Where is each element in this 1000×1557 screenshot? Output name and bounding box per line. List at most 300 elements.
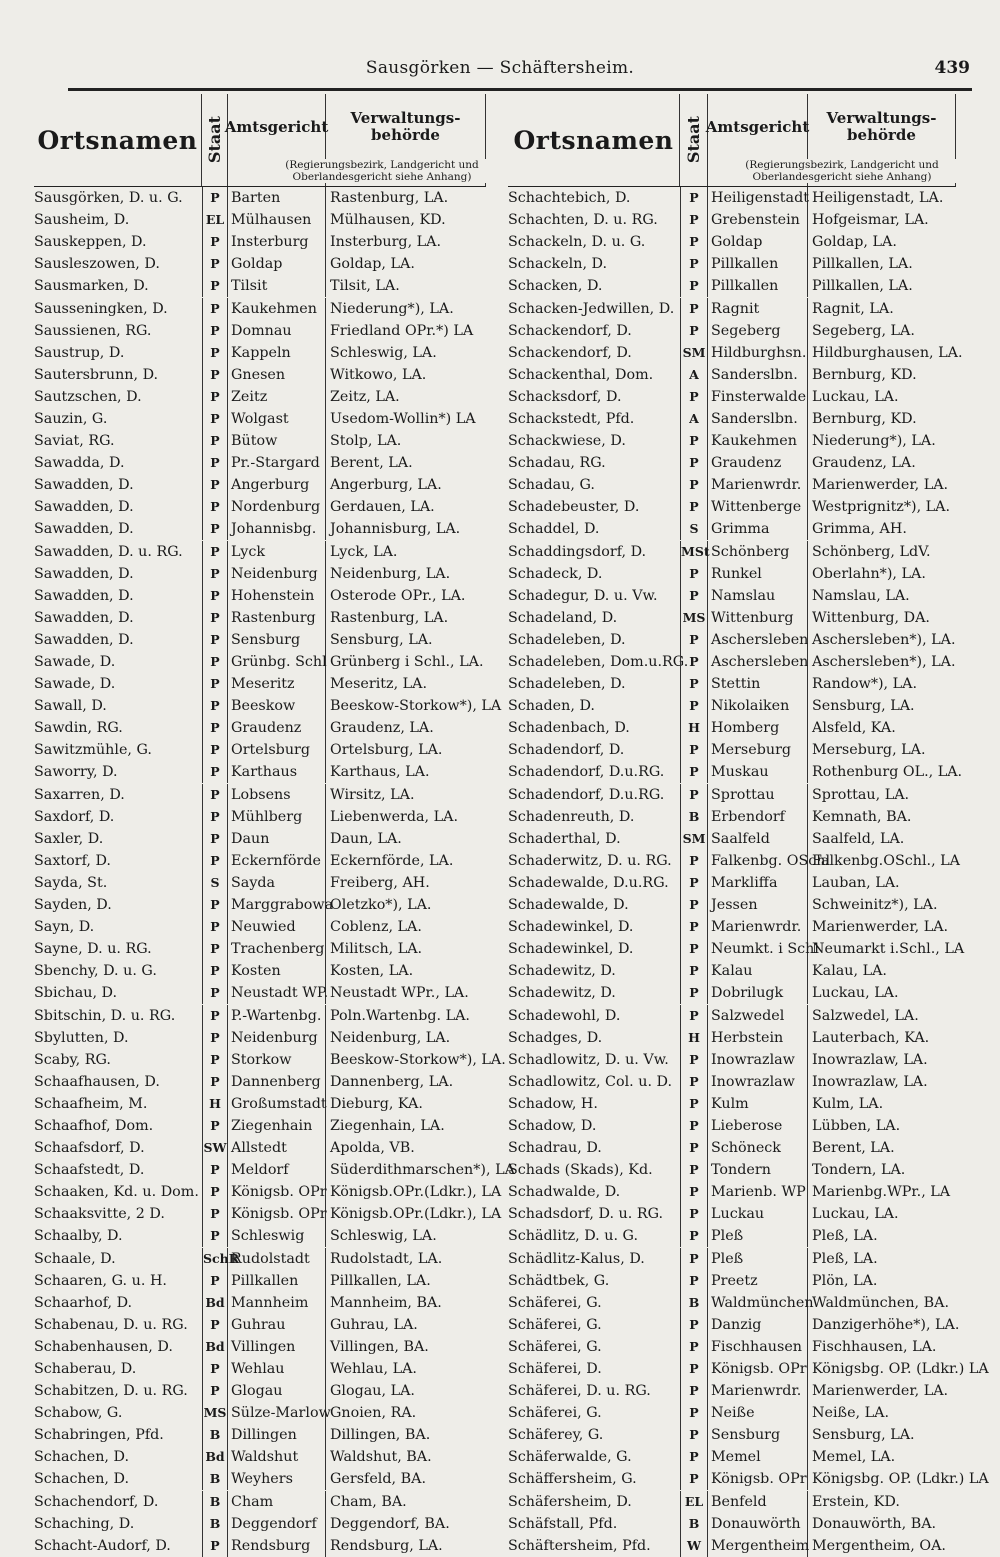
verwaltung-cell: Sensburg, LA. [812, 698, 915, 715]
staat-cell: P [202, 850, 228, 872]
verwaltung-cell: Dillingen, BA. [330, 1427, 431, 1444]
verwaltung-cell: Namslau, LA. [812, 587, 910, 604]
ortsname-cell: Schackendorf, D. [508, 344, 632, 361]
ortsname-cell: Schadeck, D. [508, 565, 603, 582]
verwaltung-cell: Niederung*), LA. [330, 300, 454, 317]
amtsgericht-cell: Finsterwalde [708, 386, 808, 408]
amtsgericht-cell: Marienwrdr. [708, 1380, 808, 1402]
ortsname-cell: Sauzin, G. [34, 410, 108, 427]
header-ortsnamen: Ortsnamen [508, 94, 680, 186]
table-row [34, 209, 486, 231]
amtsgericht-cell: Lieberose [708, 1115, 808, 1137]
table-row [34, 1027, 486, 1049]
verwaltung-cell: Pleß, LA. [812, 1250, 878, 1267]
table-row [508, 607, 956, 629]
table-row [34, 1270, 486, 1292]
amtsgericht-cell: Mühlberg [228, 806, 326, 828]
table-row [508, 1292, 956, 1314]
table-row [508, 1225, 956, 1247]
verwaltung-cell: Goldap, LA. [330, 256, 415, 273]
verwaltung-cell: Gersfeld, BA. [330, 1471, 426, 1488]
ortsname-cell: Sausleszowen, D. [34, 256, 160, 273]
staat-cell: P [202, 607, 228, 629]
ortsname-cell: Sausmarken, D. [34, 278, 149, 295]
amtsgericht-cell: Barten [228, 187, 326, 209]
amtsgericht-cell: Neustadt WP. [228, 982, 326, 1004]
verwaltung-cell: Luckau, LA. [812, 1206, 899, 1223]
staat-cell: P [202, 1270, 228, 1292]
left-column-header [34, 94, 486, 187]
staat-cell: P [680, 1005, 708, 1027]
verwaltung-cell: Saalfeld, LA. [812, 830, 905, 847]
header-amtsgericht: Amtsgericht [708, 94, 808, 186]
verwaltung-cell: Johannisburg, LA. [330, 521, 461, 538]
ortsname-cell: Schadendorf, D.u.RG. [508, 786, 665, 803]
table-row [508, 1004, 956, 1026]
ortsname-cell: Schabitzen, D. u. RG. [34, 1383, 188, 1400]
verwaltung-cell: Tilsit, LA. [330, 278, 400, 295]
table-row [508, 651, 956, 673]
ortsname-cell: Schadlowitz, D. u. Vw. [508, 1051, 669, 1068]
ortsname-cell: Schacksdorf, D. [508, 388, 622, 405]
verwaltung-cell: Bernburg, KD. [812, 366, 917, 383]
verwaltung-cell: Neumarkt i.Schl., LA [812, 941, 965, 958]
verwaltung-cell: Goldap, LA. [812, 234, 897, 251]
page-number: 439 [934, 58, 970, 78]
verwaltung-cell: Rothenburg OL., LA. [812, 764, 963, 781]
verwaltung-cell: Schweinitz*), LA. [812, 897, 938, 914]
ortsname-cell: Sayne, D. u. RG. [34, 941, 152, 958]
ortsname-cell: Schackeln, D. [508, 256, 608, 273]
staat-cell: P [680, 1203, 708, 1225]
table-row [508, 496, 956, 518]
ortsname-cell: Sawade, D. [34, 654, 116, 671]
table-row [34, 386, 486, 408]
ortsname-cell: Sbenchy, D. u. G. [34, 963, 157, 980]
amtsgericht-cell: Jessen [708, 894, 808, 916]
amtsgericht-cell: Stettin [708, 673, 808, 695]
amtsgericht-cell: Luckau [708, 1203, 808, 1225]
amtsgericht-cell: Grünbg. Schl [228, 651, 326, 673]
table-row [34, 651, 486, 673]
verwaltung-cell: Danzigerhöhe*), LA. [812, 1316, 960, 1333]
verwaltung-cell: Neidenburg, LA. [330, 1029, 451, 1046]
verwaltung-cell: Niederung*), LA. [812, 433, 936, 450]
staat-cell: P [680, 651, 708, 673]
verwaltung-cell: Rastenburg, LA. [330, 609, 449, 626]
ortsname-cell: Schaafsdorf, D. [34, 1140, 145, 1157]
ortsname-cell: Schabenhausen, D. [34, 1338, 173, 1355]
staat-cell: P [680, 298, 708, 320]
verwaltung-cell: Pillkallen, LA. [812, 278, 913, 295]
ortsname-cell: Schacken, D. [508, 278, 603, 295]
table-row [34, 275, 486, 297]
ortsname-cell: Schaden, D. [508, 698, 595, 715]
amtsgericht-cell: Lobsens [228, 784, 326, 806]
ortsname-cell: Schäferei, G. [508, 1338, 602, 1355]
verwaltung-cell: Inowrazlaw, LA. [812, 1073, 928, 1090]
amtsgericht-cell: Rudolstadt [228, 1248, 326, 1270]
table-row [508, 1402, 956, 1424]
amtsgericht-cell: Memel [708, 1446, 808, 1468]
ortsname-cell: Schaddingsdorf, D. [508, 543, 647, 560]
staat-cell: P [202, 563, 228, 585]
ortsname-cell: Schädlitz, D. u. G. [508, 1228, 638, 1245]
verwaltung-cell: Schönberg, LdV. [812, 543, 931, 560]
verwaltung-cell: Pillkallen, LA. [330, 1272, 431, 1289]
amtsgericht-cell: Dillingen [228, 1424, 326, 1446]
table-row [508, 1159, 956, 1181]
header-staat-cell [680, 94, 708, 186]
amtsgericht-cell: Tondern [708, 1159, 808, 1181]
amtsgericht-cell: Schleswig [228, 1225, 326, 1247]
staat-cell: B [202, 1513, 228, 1535]
amtsgericht-cell: Neuwied [228, 916, 326, 938]
table-row [508, 761, 963, 783]
table-row [508, 1093, 956, 1115]
staat-cell: P [202, 938, 228, 960]
table-row [508, 1424, 956, 1446]
ortsname-cell: Schadwalde, D. [508, 1184, 621, 1201]
table-row [508, 894, 956, 916]
ortsname-cell: Schädtbek, G. [508, 1272, 610, 1289]
amtsgericht-cell: Salzwedel [708, 1005, 808, 1027]
staat-cell: P [202, 1380, 228, 1402]
table-row [508, 1513, 956, 1535]
verwaltung-cell: Dannenberg, LA. [330, 1073, 454, 1090]
staat-cell: SW [202, 1137, 228, 1159]
staat-cell: P [680, 1314, 708, 1336]
table-row [508, 673, 956, 695]
table-row [508, 563, 956, 585]
table-row [508, 629, 956, 651]
table-row [508, 541, 956, 563]
ortsname-cell: Sautzschen, D. [34, 388, 142, 405]
verwaltung-cell: Königsb.OPr.(Ldkr.), LA [330, 1206, 502, 1223]
amtsgericht-cell: Königsb. OPr [228, 1181, 326, 1203]
ortsname-cell: Schadewinkel, D. [508, 919, 634, 936]
ortsname-cell: Schäffersheim, G. [508, 1471, 637, 1488]
staat-cell: P [680, 938, 708, 960]
table-row [508, 695, 956, 717]
staat-cell: B [680, 1292, 708, 1314]
verwaltung-cell: Meseritz, LA. [330, 676, 428, 693]
staat-cell: P [202, 342, 228, 364]
amtsgericht-cell: Eckernförde [228, 850, 326, 872]
amtsgericht-cell: Graudenz [708, 452, 808, 474]
verwaltung-cell: Ziegenhain, LA. [330, 1117, 445, 1134]
ortsname-cell: Schäferey, G. [508, 1427, 604, 1444]
ortsname-cell: Schacht-Audorf, D. [34, 1537, 171, 1554]
table-row [34, 297, 486, 319]
staat-cell: P [680, 1093, 708, 1115]
amtsgericht-cell: Donauwörth [708, 1513, 808, 1535]
amtsgericht-cell: Benfeld [708, 1491, 808, 1513]
amtsgericht-cell: Sanderslbn. [708, 364, 808, 386]
ortsname-cell: Schäfstall, Pfd. [508, 1515, 618, 1532]
ortsname-cell: Schaaksvitte, 2 D. [34, 1206, 165, 1223]
amtsgericht-cell: Falkenbg. OSchl [708, 850, 808, 872]
staat-cell: P [680, 1424, 708, 1446]
verwaltung-cell: Cham, BA. [330, 1493, 407, 1510]
ortsname-cell: Sawitzmühle, G. [34, 742, 152, 759]
amtsgericht-cell: Pillkallen [708, 253, 808, 275]
staat-cell: W [680, 1535, 708, 1557]
staat-cell: P [202, 806, 228, 828]
amtsgericht-cell: Heiligenstadt [708, 187, 808, 209]
amtsgericht-cell: Wolgast [228, 408, 326, 430]
ortsname-cell: Schäferei, G. [508, 1316, 602, 1333]
right-column-table [508, 94, 989, 1557]
staat-cell: H [680, 717, 708, 739]
ortsname-cell: Schadeleben, Dom.u.RG. [508, 654, 689, 671]
verwaltung-cell: Berent, LA. [812, 1140, 895, 1157]
staat-cell: SchR [202, 1248, 228, 1270]
table-row [34, 1535, 486, 1557]
table-row [34, 474, 486, 496]
verwaltung-cell: Gnoien, RA. [330, 1405, 417, 1422]
ortsname-cell: Schackendorf, D. [508, 322, 632, 339]
table-row [34, 1446, 486, 1468]
header-note: (Regierungsbezirk, Landgericht und Oberlandesgericht siehe Anhang) [728, 159, 956, 183]
staat-cell: P [680, 894, 708, 916]
ortsname-cell: Sbichau, D. [34, 985, 118, 1002]
verwaltung-cell: Merseburg, LA. [812, 742, 926, 759]
staat-cell: P [202, 1049, 228, 1071]
ortsname-cell: Schädlitz-Kalus, D. [508, 1250, 645, 1267]
amtsgericht-cell: Grimma [708, 518, 808, 540]
verwaltung-cell: Osterode OPr., LA. [330, 587, 466, 604]
table-row [508, 1049, 956, 1071]
amtsgericht-cell: Herbstein [708, 1027, 808, 1049]
amtsgericht-cell: Kappeln [228, 342, 326, 364]
amtsgericht-cell: Mülhausen [228, 209, 326, 231]
amtsgericht-cell: Nikolaiken [708, 695, 808, 717]
amtsgericht-cell: Mergentheim [708, 1535, 808, 1557]
ortsname-cell: Schadlowitz, Col. u. D. [508, 1073, 673, 1090]
staat-cell: P [680, 1181, 708, 1203]
table-row [508, 452, 956, 474]
ortsname-cell: Schacken-Jedwillen, D. [508, 300, 675, 317]
table-row [34, 1402, 486, 1424]
amtsgericht-cell: Sensburg [708, 1424, 808, 1446]
table-row [508, 1358, 989, 1380]
ortsname-cell: Schaddel, D. [508, 521, 600, 538]
right-rows [508, 187, 989, 1557]
amtsgericht-cell: Muskau [708, 761, 808, 783]
amtsgericht-cell: Deggendorf [228, 1513, 326, 1535]
amtsgericht-cell: Wittenburg [708, 607, 808, 629]
staat-cell: P [202, 739, 228, 761]
amtsgericht-cell: Bütow [228, 430, 326, 452]
verwaltung-cell: Salzwedel, LA. [812, 1007, 919, 1024]
amtsgericht-cell: Marggrabowa [228, 894, 326, 916]
ortsname-cell: Schabow, G. [34, 1405, 123, 1422]
table-row [34, 916, 486, 938]
staat-cell: P [202, 960, 228, 982]
table-row [508, 408, 956, 430]
staat-cell: P [680, 585, 708, 607]
verwaltung-cell: Liebenwerda, LA. [330, 808, 459, 825]
left-rows [34, 187, 515, 1557]
verwaltung-cell: Glogau, LA. [330, 1383, 415, 1400]
verwaltung-cell: Deggendorf, BA. [330, 1515, 450, 1532]
table-row [34, 607, 486, 629]
staat-cell: P [202, 496, 228, 518]
verwaltung-cell: Insterburg, LA. [330, 234, 442, 251]
staat-cell: P [680, 1270, 708, 1292]
verwaltung-cell: Marienwerder, LA. [812, 919, 949, 936]
table-row [34, 430, 486, 452]
ortsname-cell: Schachendorf, D. [34, 1493, 159, 1510]
ortsname-cell: Schackstedt, Pfd. [508, 410, 635, 427]
verwaltung-cell: Memel, LA. [812, 1449, 896, 1466]
amtsgericht-cell: Gnesen [228, 364, 326, 386]
ortsname-cell: Sayn, D. [34, 919, 95, 936]
verwaltung-cell: Usedom-Wollin*) LA [330, 410, 476, 427]
staat-cell: Bd [202, 1336, 228, 1358]
table-row [508, 1115, 956, 1137]
ortsname-cell: Schäferei, D. u. RG. [508, 1383, 651, 1400]
table-row [508, 739, 956, 761]
amtsgericht-cell: Waldmünchen [708, 1292, 808, 1314]
ortsname-cell: Saxarren, D. [34, 786, 125, 803]
verwaltung-cell: Militsch, LA. [330, 941, 423, 958]
verwaltung-cell: Marienbg.WPr., LA [812, 1184, 951, 1201]
ortsname-cell: Scaby, RG. [34, 1051, 111, 1068]
amtsgericht-cell: Pr.-Stargard [228, 452, 326, 474]
ortsname-cell: Schadewinkel, D. [508, 941, 634, 958]
staat-cell: P [202, 231, 228, 253]
table-row [508, 1336, 956, 1358]
table-row [34, 828, 486, 850]
staat-cell: P [202, 695, 228, 717]
amtsgericht-cell: Aschersleben [708, 629, 808, 651]
ortsname-cell: Schadsdorf, D. u. RG. [508, 1206, 664, 1223]
verwaltung-cell: Pillkallen, LA. [812, 256, 913, 273]
ortsname-cell: Sauskeppen, D. [34, 234, 147, 251]
amtsgericht-cell: Ortelsburg [228, 739, 326, 761]
verwaltung-cell: Oletzko*), LA. [330, 897, 432, 914]
staat-cell: P [202, 1535, 228, 1557]
ortsname-cell: Schäferei, G. [508, 1294, 602, 1311]
amtsgericht-cell: Nordenburg [228, 496, 326, 518]
table-row [34, 1468, 486, 1490]
staat-cell: P [202, 1203, 228, 1225]
staat-cell: P [680, 673, 708, 695]
verwaltung-cell: Segeberg, LA. [812, 322, 915, 339]
table-row [508, 474, 956, 496]
table-row [508, 1491, 956, 1513]
table-row [34, 585, 486, 607]
ortsname-cell: Schadau, RG. [508, 455, 606, 472]
staat-cell: P [680, 209, 708, 231]
amtsgericht-cell: Insterburg [228, 231, 326, 253]
verwaltung-cell: Grünberg i Schl., LA. [330, 654, 484, 671]
amtsgericht-cell: Kaukehmen [228, 298, 326, 320]
ortsname-cell: Schäferei, D. [508, 1361, 602, 1378]
staat-cell: MS [680, 607, 708, 629]
verwaltung-cell: Mannheim, BA. [330, 1294, 442, 1311]
amtsgericht-cell: Großumstadt [228, 1093, 326, 1115]
staat-cell: P [680, 496, 708, 518]
table-row [34, 1004, 486, 1026]
table-row [34, 1380, 486, 1402]
amtsgericht-cell: Glogau [228, 1380, 326, 1402]
table-row [508, 828, 956, 850]
ortsname-cell: Schachtebich, D. [508, 190, 631, 207]
staat-cell: P [680, 1358, 708, 1380]
staat-cell: P [680, 275, 708, 297]
ortsname-cell: Schackeln, D. u. G. [508, 234, 646, 251]
staat-cell: P [680, 739, 708, 761]
verwaltung-cell: Oberlahn*), LA. [812, 565, 926, 582]
table-row [34, 231, 486, 253]
verwaltung-cell: Beeskow-Storkow*), LA [330, 698, 502, 715]
amtsgericht-cell: Neiße [708, 1402, 808, 1424]
ortsname-cell: Schachten, D. u. RG. [508, 212, 658, 229]
verwaltung-cell: Rendsburg, LA. [330, 1537, 443, 1554]
amtsgericht-cell: Zeitz [228, 386, 326, 408]
ortsname-cell: Schabringen, Pfd. [34, 1427, 164, 1444]
amtsgericht-cell: Pillkallen [708, 275, 808, 297]
staat-cell: S [202, 872, 228, 894]
ortsname-cell: Schaale, D. [34, 1250, 116, 1267]
table-row [34, 187, 486, 209]
staat-cell: P [680, 1115, 708, 1137]
verwaltung-cell: Mülhausen, KD. [330, 212, 446, 229]
verwaltung-cell: Luckau, LA. [812, 388, 899, 405]
ortsname-cell: Schadow, D. [508, 1117, 597, 1134]
verwaltung-cell: Neiße, LA. [812, 1405, 890, 1422]
verwaltung-cell: Waldshut, BA. [330, 1449, 432, 1466]
ortsname-cell: Schadeleben, D. [508, 631, 626, 648]
staat-cell: P [202, 784, 228, 806]
verwaltung-cell: Coblenz, LA. [330, 919, 422, 936]
amtsgericht-cell: Kalau [708, 960, 808, 982]
amtsgericht-cell: Marienb. WP [708, 1181, 808, 1203]
verwaltung-cell: Luckau, LA. [812, 985, 899, 1002]
header-amtsgericht: Amtsgericht [228, 94, 326, 186]
ortsname-cell: Schadewalde, D. [508, 897, 629, 914]
staat-cell: P [680, 1446, 708, 1468]
verwaltung-cell: Berent, LA. [330, 455, 413, 472]
amtsgericht-cell: Königsb. OPr [228, 1203, 326, 1225]
ortsname-cell: Schadewalde, D.u.RG. [508, 874, 669, 891]
verwaltung-cell: Lübben, LA. [812, 1117, 901, 1134]
staat-cell: P [202, 629, 228, 651]
staat-cell: SM [680, 342, 708, 364]
ortsname-cell: Schadges, D. [508, 1029, 603, 1046]
ortsname-cell: Schachen, D. [34, 1449, 130, 1466]
ortsname-cell: Schaaken, Kd. u. Dom. [34, 1184, 199, 1201]
amtsgericht-cell: Inowrazlaw [708, 1071, 808, 1093]
staat-cell: P [680, 1380, 708, 1402]
staat-cell: Bd [202, 1292, 228, 1314]
staat-cell: B [680, 806, 708, 828]
amtsgericht-cell: Pleß [708, 1225, 808, 1247]
ortsname-cell: Sayda, St. [34, 874, 108, 891]
staat-cell: P [680, 1402, 708, 1424]
amtsgericht-cell: Königsb. OPr [708, 1358, 808, 1380]
ortsname-cell: Schaching, D. [34, 1515, 135, 1532]
staat-cell: P [680, 452, 708, 474]
staat-cell: P [202, 894, 228, 916]
amtsgericht-cell: Sayda [228, 872, 326, 894]
amtsgericht-cell: Johannisbg. [228, 518, 326, 540]
amtsgericht-cell: Goldap [228, 253, 326, 275]
staat-cell: P [680, 474, 708, 496]
